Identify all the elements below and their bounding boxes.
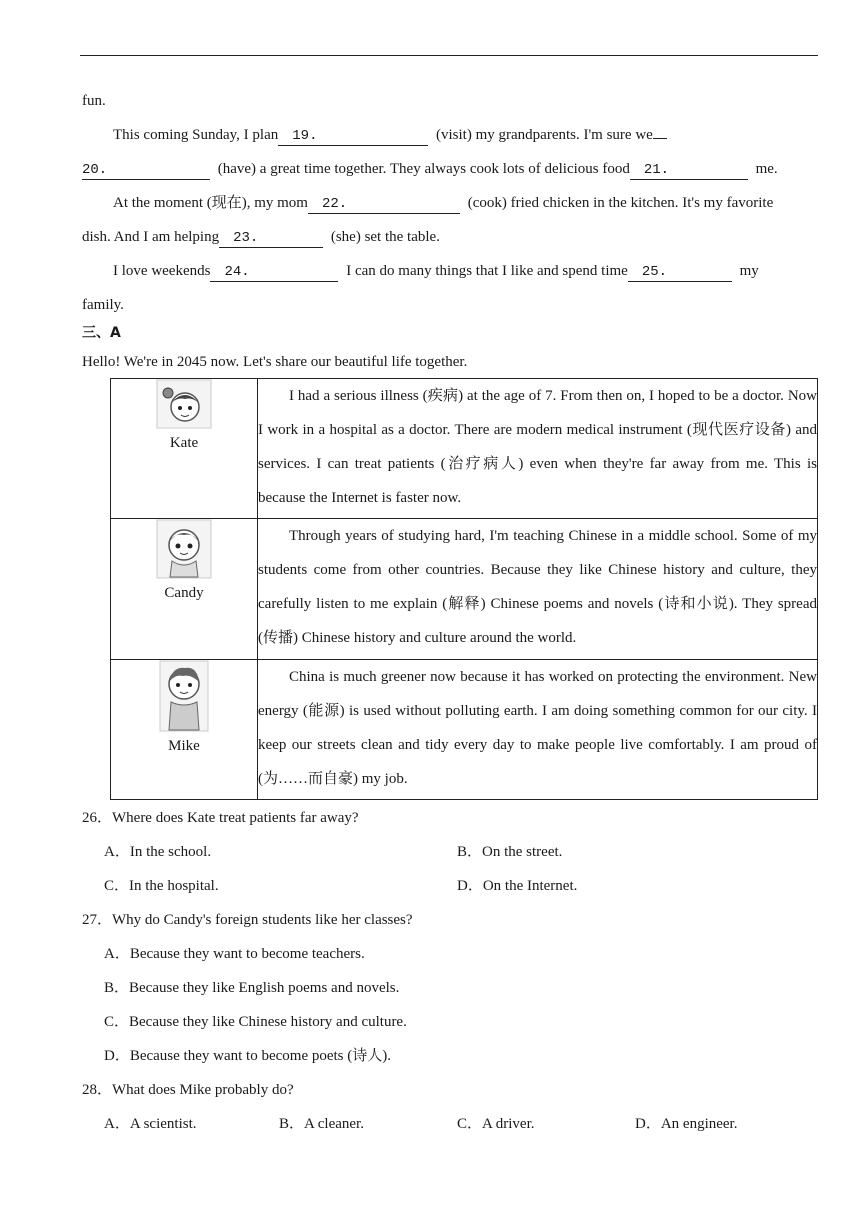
person-name: Candy	[164, 585, 204, 602]
option-28-d[interactable]: D．An engineer.	[635, 1116, 738, 1132]
statement-text: Through years of studying hard, I'm teaching Chinese in a middle school. Some of my students come from other countries. Because they like Chinese history and culture, they carefully listen to me explain (解释) Chinese poems and novels (诗和小说). They spread (传播) Chinese history and culture around the world.	[258, 528, 817, 647]
person-cell	[111, 519, 258, 659]
passage-text: me.	[755, 161, 778, 177]
person-name: Kate	[169, 435, 199, 451]
table-row	[111, 659, 818, 799]
section-intro: Hello! We're in 2045 now. Let's share our beautiful life together.	[82, 354, 468, 370]
passage-text: fun.	[82, 93, 106, 109]
passage-text: my	[739, 263, 759, 279]
passage-text: (she) set the table.	[330, 229, 440, 245]
blank-20-start[interactable]	[653, 138, 667, 139]
question-28: 28．What does Mike probably do?	[82, 1082, 294, 1098]
question-26: 26．Where does Kate treat patients far away?	[82, 810, 359, 826]
option-27-a[interactable]: A．Because they want to become teachers.	[104, 946, 365, 962]
girl-avatar-icon	[156, 519, 212, 579]
option-26-d[interactable]: D．On the Internet.	[457, 878, 578, 894]
blank-23[interactable]	[219, 230, 323, 248]
blank-21[interactable]	[630, 162, 748, 180]
option-28-c[interactable]: C．A driver.	[457, 1116, 535, 1132]
passage-text: (visit) my grandparents. I'm sure we	[436, 127, 653, 143]
blank-number: 23.	[233, 230, 259, 246]
option-28-b[interactable]: B．A cleaner.	[279, 1116, 364, 1132]
option-26-b[interactable]: B．On the street.	[457, 844, 563, 860]
option-27-d[interactable]: D．Because they want to become poets (诗人).	[104, 1048, 391, 1064]
passage-line-0	[82, 91, 106, 111]
blank-number: 21.	[643, 162, 670, 178]
passage-text: dish. And I am helping	[82, 229, 220, 245]
option-26-a[interactable]: A．In the school.	[104, 844, 212, 860]
passage-line-2	[82, 159, 778, 180]
blank-number: 19.	[292, 128, 318, 144]
passage-line-6	[82, 295, 124, 315]
passage-text: (have) a great time together. They always cook lots of delicious food	[217, 161, 630, 177]
passage-text: I can do many things that I like and spend time	[346, 263, 628, 279]
person-statement	[258, 519, 818, 659]
table-row	[111, 519, 818, 659]
passage-text: (cook) fried chicken in the kitchen. It's my favorite	[467, 195, 774, 211]
blank-20[interactable]	[82, 162, 210, 180]
people-table	[110, 378, 818, 800]
blank-number: 25.	[641, 264, 668, 280]
passage-text: At the moment (现在), my mom	[113, 195, 308, 211]
table-row	[111, 379, 818, 519]
passage-text: family.	[82, 297, 124, 313]
blank-24[interactable]	[210, 264, 338, 282]
section-heading: 三、A	[82, 325, 121, 341]
blank-25[interactable]	[628, 264, 732, 282]
person-statement	[258, 379, 818, 519]
statement-text: I had a serious illness (疾病) at the age of 7. From then on, I hoped to be a doctor. Now I work in a hospital as a doctor. There are modern medical instrument (现代医疗设备) and services. I can treat patients (治疗病人) even when they're far away from me. This is because the Internet is faster now.	[258, 388, 817, 506]
blank-19[interactable]	[278, 128, 428, 146]
person-statement	[258, 659, 818, 799]
question-27: 27．Why do Candy's foreign students like her classes?	[82, 912, 413, 928]
girl-avatar-icon	[156, 379, 212, 429]
passage-line-4	[82, 227, 440, 248]
option-27-b[interactable]: B．Because they like English poems and novels.	[104, 980, 400, 996]
person-cell	[111, 659, 258, 799]
header-rule	[80, 55, 818, 56]
blank-number: 24.	[224, 264, 250, 280]
person-cell	[111, 379, 258, 519]
passage-line-5	[113, 261, 759, 282]
passage-text: I love weekends	[113, 263, 211, 279]
blank-22[interactable]	[308, 196, 460, 214]
passage-line-3	[113, 193, 773, 214]
boy-avatar-icon	[159, 660, 209, 732]
option-28-a[interactable]: A．A scientist.	[104, 1116, 197, 1132]
passage-text: This coming Sunday, I plan	[113, 127, 279, 143]
option-26-c[interactable]: C．In the hospital.	[104, 878, 219, 894]
passage-line-1	[113, 125, 667, 146]
person-name: Mike	[168, 737, 200, 754]
statement-text: China is much greener now because it has worked on protecting the environment. New energy (能源) is used without polluting earth. I am doing something common for our city. I keep our streets clean and tidy every day to make people live comfortably. I am proud of (为……而自豪) my job.	[258, 668, 817, 787]
option-27-c[interactable]: C．Because they like Chinese history and culture.	[104, 1014, 407, 1030]
blank-number: 22.	[321, 196, 348, 212]
blank-number: 20.	[82, 162, 108, 178]
